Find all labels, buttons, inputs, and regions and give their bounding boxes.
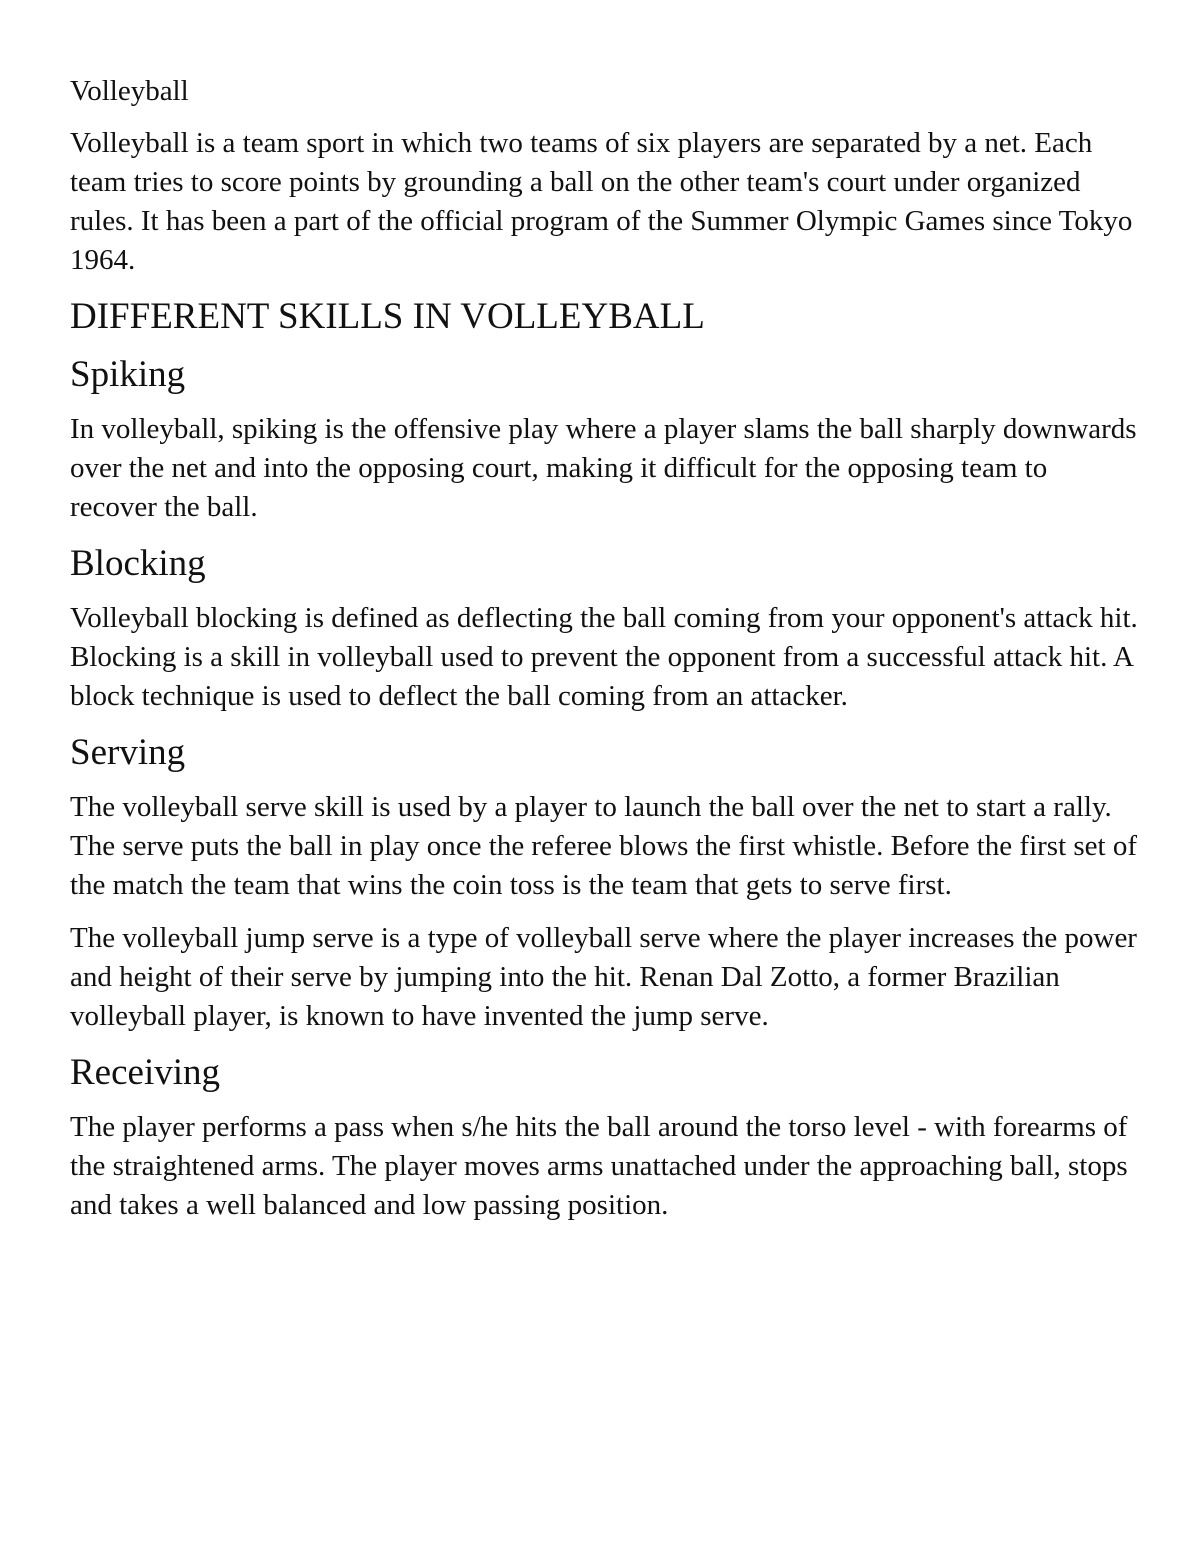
section-paragraph: Volleyball blocking is defined as deflecting the ball coming from your opponent's attack hit. Blocking is a skill in volleyball used to prevent the opponent from a successful attack hit. A block technique is used to deflect the ball coming from an attacker.	[70, 602, 1138, 712]
section-paragraph: The volleyball serve skill is used by a player to launch the ball over the net to start a rally. The serve puts the ball in play once the referee blows the first whistle. Before the first set of the match the team that wins the coin toss is the team that gets to serve first.	[70, 791, 1138, 901]
section-receiving	[70, 1050, 1140, 1225]
document-title: Volleyball	[70, 75, 189, 107]
section-blocking	[70, 541, 1140, 716]
section-heading-serving: Serving	[70, 732, 186, 773]
section-heading-spiking: Spiking	[70, 354, 186, 395]
document-page	[70, 72, 1140, 1239]
intro-paragraph: Volleyball is a team sport in which two teams of six players are separated by a net. Each team tries to score points by grounding a ball on the other team's court under organized rules. It has been a part of the official program of the Summer Olympic Games since Tokyo 1964.	[70, 127, 1133, 276]
section-paragraph: In volleyball, spiking is the offensive play where a player slams the ball sharply downwards over the net and into the opposing court, making it difficult for the opposing team to recover the ball.	[70, 413, 1137, 523]
section-paragraph: The volleyball jump serve is a type of volleyball serve where the player increases the power and height of their serve by jumping into the hit. Renan Dal Zotto, a former Brazilian volleyball player, is known to have invented the jump serve.	[70, 922, 1137, 1032]
main-heading: DIFFERENT SKILLS IN VOLLEYBALL	[70, 296, 705, 337]
section-paragraph: The player performs a pass when s/he hits the ball around the torso level - with forearms of the straightened arms. The player moves arms unattached under the approaching ball, stops and takes a well balanced and low passing position.	[70, 1111, 1128, 1221]
section-heading-receiving: Receiving	[70, 1052, 221, 1093]
section-serving	[70, 730, 1140, 1036]
section-heading-blocking: Blocking	[70, 543, 206, 584]
section-spiking	[70, 352, 1140, 527]
